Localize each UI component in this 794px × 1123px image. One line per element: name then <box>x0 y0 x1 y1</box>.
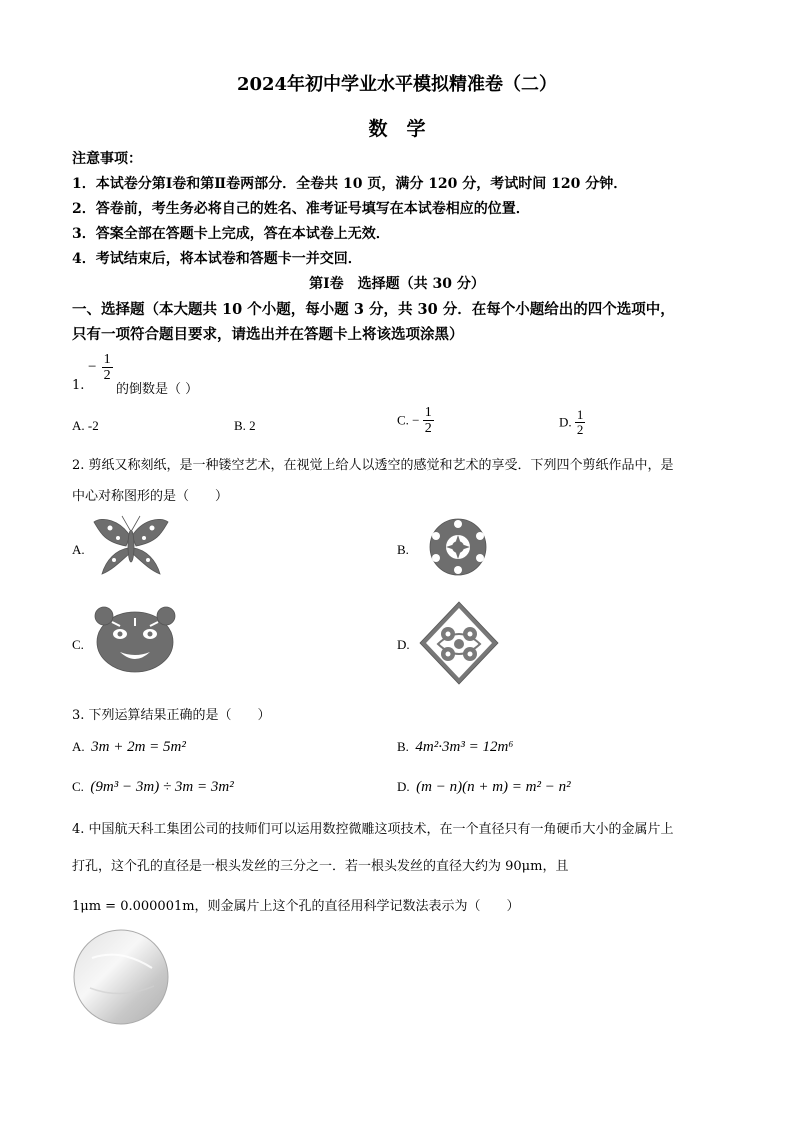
q2-option-c-label[interactable]: C. <box>72 637 84 652</box>
q3-stem: 3. 下列运算结果正确的是（ ） <box>72 708 271 723</box>
q1-suffix: 的倒数是（ ） <box>116 382 199 397</box>
q3-option-c[interactable]: C. (9m³ − 3m) ÷ 3m = 3m² <box>72 779 234 795</box>
subject-title: 数 学 <box>368 118 426 140</box>
exam-title: 2024年初中学业水平模拟精准卷（二） <box>236 74 558 95</box>
q3-option-a[interactable]: A. 3m + 2m = 5m² <box>72 739 186 755</box>
note-item: 1．本试卷分第Ⅰ卷和第Ⅱ卷两部分．全卷共 10 页，满分 120 分，考试时间 120 分钟． <box>72 176 628 192</box>
q1-number: 1. <box>72 378 85 393</box>
q1-option-b[interactable]: B. 2 <box>234 418 256 433</box>
q3-option-d[interactable]: D. (m − n)(n + m) = m² − n² <box>397 779 571 795</box>
notes-heading: 注意事项： <box>72 151 142 167</box>
q1-option-c[interactable]: C. − $\frac{1}{2}$ <box>397 405 432 436</box>
flower-papercut-icon <box>416 514 500 580</box>
note-item: 3．答案全部在答题卡上完成，答在本试卷上无效． <box>72 226 390 242</box>
q4-stem-line3: 1μm = 0.000001m，则金属片上这个孔的直径用科学记数法表示为（ ） <box>72 899 520 914</box>
q1-stem-fraction: − $\frac{1}{2}$ <box>88 352 111 383</box>
note-item: 2．答卷前，考生务必将自己的姓名、准考证号填写在本试卷相应的位置． <box>72 201 530 217</box>
q3-option-b[interactable]: B. 4m²·3m³ = 12m⁶ <box>397 739 514 755</box>
q2-stem-line1: 2. 剪纸又称刻纸，是一种镂空艺术，在视觉上给人以透空的感觉和艺术的享受．下列四个剪纸作品中，是 <box>72 458 674 473</box>
q1-option-d[interactable]: D. $\frac{1}{2}$ <box>559 407 584 437</box>
section-instruction-line2: 只有一项符合题目要求，请选出并在答题卡上将该选项涂黑） <box>72 326 464 343</box>
note-item: 4．考试结束后，将本试卷和答题卡一并交回． <box>72 251 362 267</box>
metal-disc-image-icon <box>72 928 170 1026</box>
q2-stem-line2: 中心对称图形的是（ ） <box>72 489 229 504</box>
q2-option-b-label[interactable]: B. <box>397 542 409 557</box>
q2-option-a-label[interactable]: A. <box>72 542 85 557</box>
q4-stem-line1: 4. 中国航天科工集团公司的技师们可以运用数控微雕这项技术，在一个直径只有一角硬币大小的金属片上 <box>72 822 674 837</box>
q4-stem-line2: 打孔，这个孔的直径是一根头发丝的三分之一．若一根头发丝的直径大约为 90μm，且 <box>72 859 569 874</box>
butterfly-papercut-icon <box>90 514 172 580</box>
tiger-papercut-icon <box>90 604 180 674</box>
q1-option-a[interactable]: A. -2 <box>72 418 99 433</box>
section-title: 第Ⅰ卷 选择题（共 30 分） <box>309 276 485 292</box>
q2-option-d-label[interactable]: D. <box>397 637 410 652</box>
section-instruction-line1: 一、选择题（本大题共 10 个小题，每小题 3 分，共 30 分．在每个小题给出的四个选项中， <box>72 301 675 318</box>
diamond-papercut-icon <box>418 600 500 686</box>
